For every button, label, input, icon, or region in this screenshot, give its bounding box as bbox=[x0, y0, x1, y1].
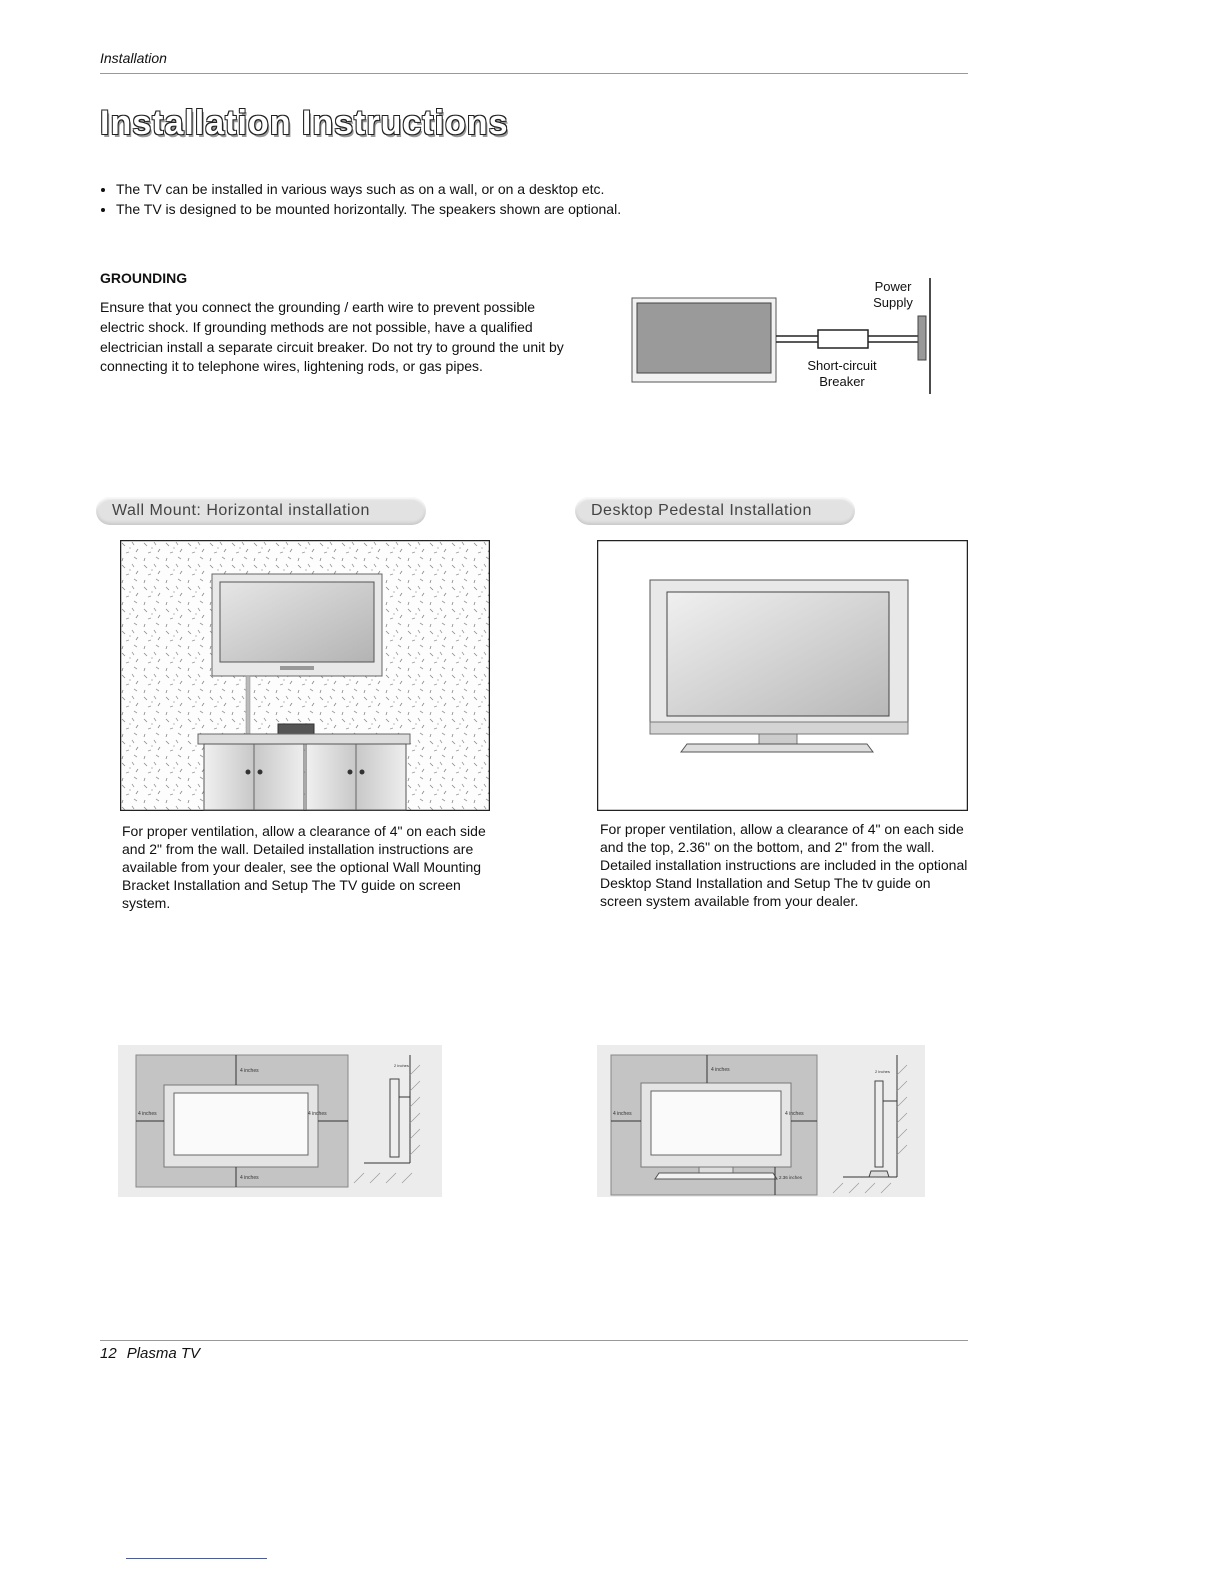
wall-mount-caption: For proper ventilation, allow a clearance of 4" on each side and 2" from the wall. Detailed installation instructions are available from your dealer, see the optional Wall Mounting Bracket Installation and Setup The TV guide on screen system. bbox=[122, 823, 486, 911]
set-top-box bbox=[278, 724, 314, 734]
header-rule bbox=[100, 73, 968, 74]
pedestal-neck bbox=[759, 734, 797, 744]
page-footer bbox=[100, 1345, 200, 1362]
clearance-top-label: 4 inches bbox=[711, 1067, 730, 1073]
desktop-clearance-drawing bbox=[597, 1045, 925, 1197]
pedestal-base bbox=[681, 744, 873, 752]
tv-speaker-bar bbox=[650, 722, 908, 734]
pedestal-base bbox=[655, 1173, 777, 1179]
wall-clearance-drawing bbox=[118, 1045, 442, 1197]
label-line: Breaker bbox=[819, 374, 865, 389]
door-knob bbox=[348, 770, 353, 775]
clearance-left-label: 4 inches bbox=[138, 1111, 157, 1117]
desktop-drawing bbox=[597, 540, 968, 811]
tv-side-profile bbox=[390, 1079, 399, 1157]
label-line: Power bbox=[874, 279, 912, 294]
wall-outlet bbox=[918, 316, 926, 360]
clearance-bottom-label: 4 inches bbox=[240, 1175, 259, 1181]
wall-mount-heading: Wall Mount: Horizontal installation bbox=[96, 497, 426, 525]
door-knob bbox=[258, 770, 263, 775]
label-line: Short-circuit bbox=[807, 358, 877, 373]
door-knob bbox=[246, 770, 251, 775]
breaker-label bbox=[796, 358, 888, 390]
door-knob bbox=[360, 770, 365, 775]
desktop-caption: For proper ventilation, allow a clearance of 4" on each side and the top, 2.36" on the bottom, and 2" from the wall. Detailed installation instructions are included in the optional Desktop Stand Installation and Setup The tv guide on screen system available from your dealer. bbox=[600, 821, 968, 909]
section-label: Installation bbox=[100, 50, 167, 66]
wall-clearance-diagram bbox=[118, 1045, 442, 1197]
clearance-wall-label: 2 inches bbox=[394, 1063, 409, 1068]
page-number: 12 bbox=[100, 1345, 117, 1362]
label-line: Supply bbox=[873, 295, 913, 310]
product-name: Plasma TV bbox=[126, 1345, 201, 1362]
clearance-left-label: 4 inches bbox=[613, 1111, 632, 1117]
breaker-box bbox=[818, 330, 868, 348]
bottom-link-line bbox=[126, 1558, 267, 1559]
stand-side-profile bbox=[869, 1171, 889, 1177]
tv-side-profile bbox=[875, 1081, 883, 1167]
desktop-illustration bbox=[597, 540, 968, 811]
grounding-text: Ensure that you connect the grounding / earth wire to prevent possible electric shock. If grounding methods are not possible, have a qualified electrician install a separate circuit breaker. Do not try to ground the unit by connecting it to telephone wires, lightening rods, or gas pipes. bbox=[100, 299, 564, 375]
footer-rule bbox=[100, 1340, 968, 1341]
bullet-item: • The TV can be installed in various ways such as on a wall, or on a desktop etc. bbox=[116, 180, 621, 200]
tv-screen bbox=[667, 592, 889, 716]
desktop-clearance-diagram bbox=[597, 1045, 925, 1197]
clearance-right-label: 4 inches bbox=[785, 1111, 804, 1117]
bullet-item: • The TV is designed to be mounted horizontally. The speakers shown are optional. bbox=[116, 200, 621, 220]
tv-screen bbox=[651, 1091, 781, 1155]
grounding-heading: GROUNDING bbox=[100, 270, 188, 286]
wall-mount-drawing bbox=[120, 540, 490, 811]
wall-mount-illustration bbox=[120, 540, 490, 811]
power-supply-label bbox=[862, 279, 924, 311]
pedestal-neck bbox=[699, 1167, 733, 1173]
tv-cable bbox=[246, 676, 250, 738]
intro-bullets bbox=[96, 180, 621, 219]
tv-screen bbox=[174, 1093, 308, 1155]
tv-screen bbox=[220, 582, 374, 662]
page-title: Installation Instructions bbox=[100, 104, 509, 142]
tv-screen bbox=[637, 303, 771, 373]
clearance-bottom-label: 2.36 inches bbox=[779, 1175, 803, 1180]
clearance-wall-label: 2 inches bbox=[875, 1069, 890, 1074]
cabinet-top bbox=[198, 734, 410, 744]
tv-logo bbox=[280, 666, 314, 670]
clearance-top-label: 4 inches bbox=[240, 1068, 259, 1074]
clearance-right-label: 4 inches bbox=[308, 1111, 327, 1117]
desktop-heading: Desktop Pedestal Installation bbox=[575, 497, 855, 525]
